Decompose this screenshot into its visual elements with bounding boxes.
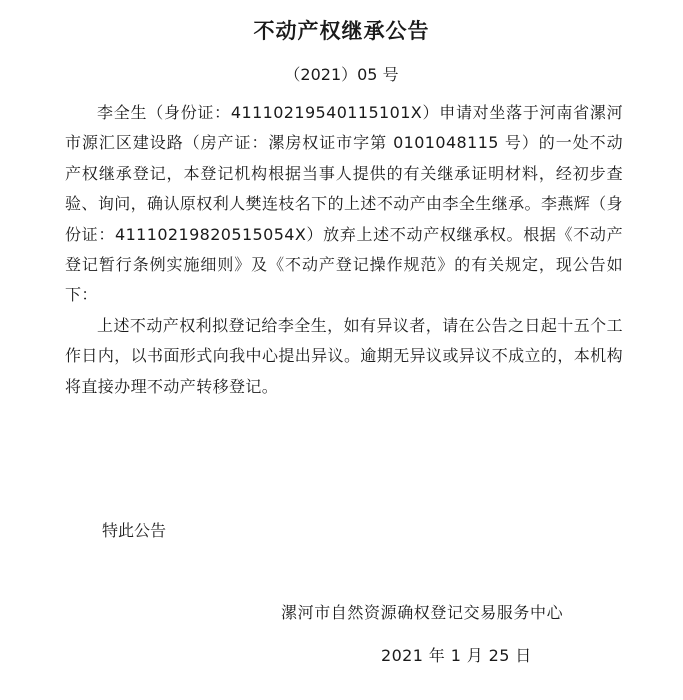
body-paragraph-2: 上述不动产权利拟登记给李全生，如有异议者，请在公告之日起十五个工作日内，以书面形式向我中心提出异议。逾期无异议或异议不成立的，本机构将直接办理不动产转移登记。 [65,315,623,396]
closing-phrase: 特此公告 [102,521,167,540]
issuing-organization: 漯河市自然资源确权登记交易服务中心 [281,603,564,622]
body-paragraph-1: 李全生（身份证：41110219540115101X）申请对坐落于河南省漯河市源汇区建设路（房产证：漯房权证市字第 0101048115 号）的一处不动产权继承登记，本登记机构根据当事人提供的有关继承证明材料，经初步查验、询问，确认原权利人樊连枝名下的上述不动产由李全生继承。李燕辉（身份证：41110219820515054X）放弃上述不动产权继承权。根据《不动产登记暂行条例实施细则》及《不动产登记操作规范》的有关规定，现公告如下： [65,103,623,305]
document-number: （2021）05 号 [284,65,399,84]
document-body [65,98,623,402]
issue-date: 2021 年 1 月 25 日 [381,646,532,665]
document-title: 不动产权继承公告 [253,19,430,43]
